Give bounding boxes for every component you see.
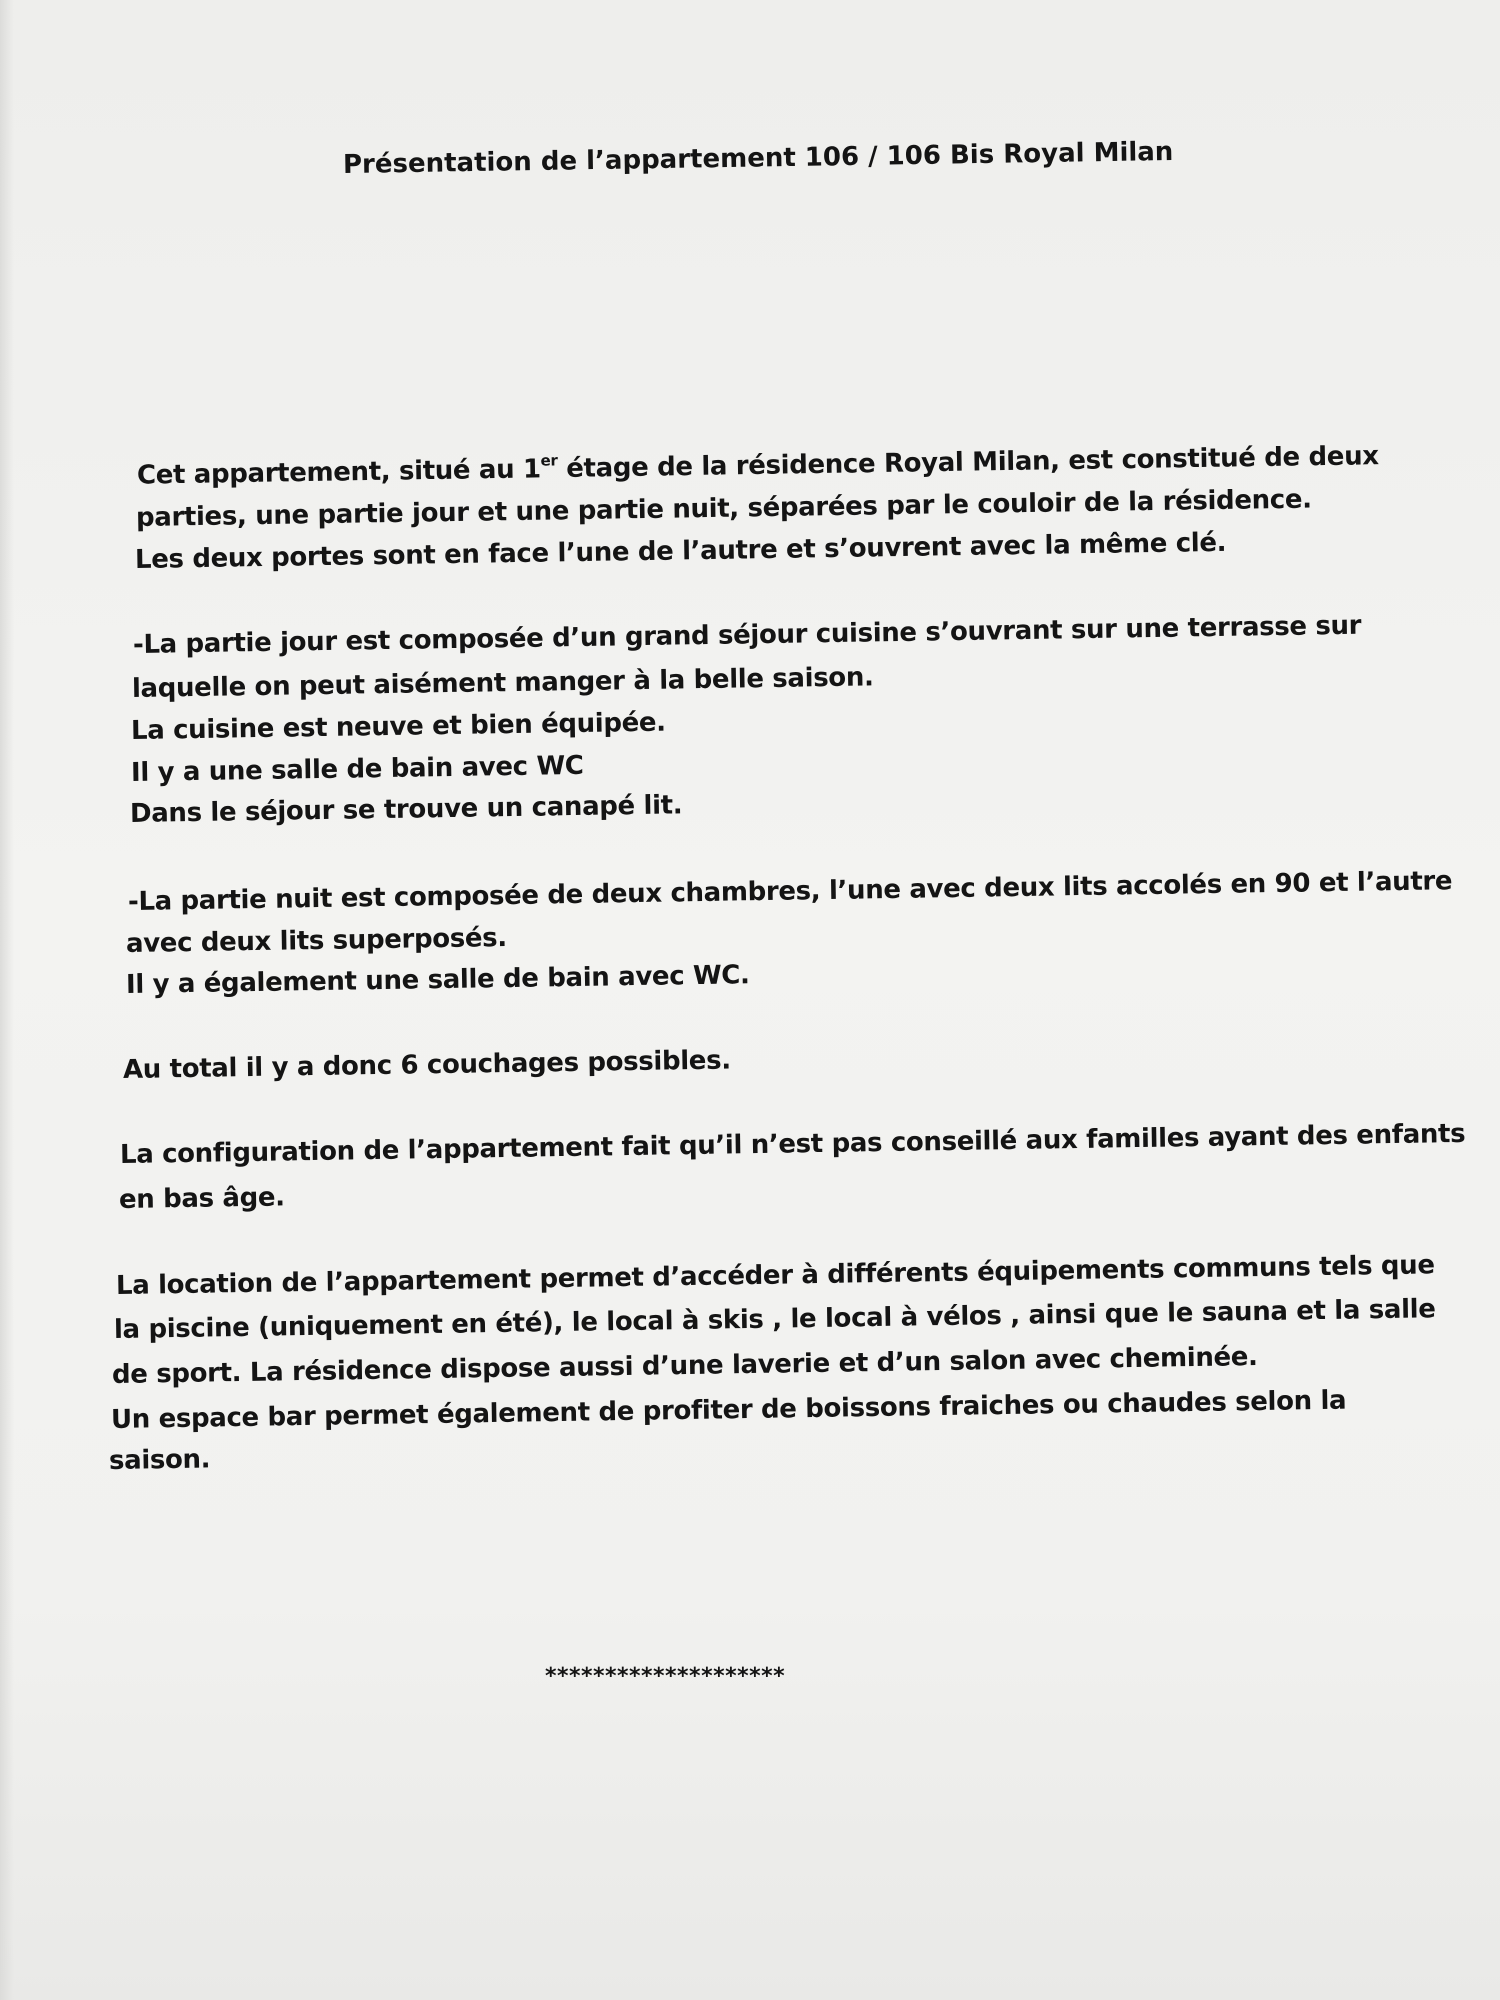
nuit-line-3: Il y a également une salle de bain avec WC. — [125, 960, 750, 1000]
document-title: Présentation de l’appartement 106 / 106 Bis Royal Milan — [342, 136, 1174, 180]
location-line-5: saison. — [108, 1444, 211, 1476]
intro-line-2: parties, une partie jour et une partie nuit, séparées par le couloir de la résidence. — [135, 484, 1312, 533]
intro-line-1-start: Cet appartement, situé au 1 — [136, 454, 541, 491]
jour-line-2: laquelle on peut aisément manger à la belle saison. — [131, 662, 874, 704]
jour-line-4: Il y a une salle de bain avec WC — [130, 750, 584, 788]
ordinal-suffix: er — [540, 451, 558, 470]
star-separator: ******************** — [545, 1664, 786, 1689]
configuration-line-1: La configuration de l’appartement fait qu’il n’est pas conseillé aux familles ayant des enfants — [119, 1118, 1466, 1170]
location-line-2: la piscine (uniquement en été), le local à skis , le local à vélos , ainsi que le sauna et la salle — [113, 1294, 1436, 1345]
total-line: Au total il y a donc 6 couchages possibles. — [122, 1045, 731, 1085]
location-line-3: de sport. La résidence dispose aussi d’une laverie et d’un salon avec cheminée. — [111, 1342, 1258, 1390]
location-line-1: La location de l’appartement permet d’accéder à différents équipements communs tels que — [115, 1250, 1435, 1301]
nuit-line-2: avec deux lits superposés. — [125, 923, 508, 959]
page-edge-shadow — [0, 0, 14, 2000]
jour-line-3: La cuisine est neuve et bien équipée. — [130, 707, 666, 746]
location-line-4: Un espace bar permet également de profiter de boissons fraiches ou chaudes selon la — [110, 1385, 1347, 1435]
jour-line-1: -La partie jour est composée d’un grand séjour cuisine s’ouvrant sur une terrasse sur — [132, 610, 1362, 660]
intro-line-1-end: étage de la résidence Royal Milan, est constitué de deux — [557, 441, 1379, 485]
configuration-line-2: en bas âge. — [118, 1182, 285, 1215]
intro-line-3: Les deux portes sont en face l’une de l’autre et s’ouvrent avec la même clé. — [134, 527, 1227, 575]
jour-line-5: Dans le séjour se trouve un canapé lit. — [129, 790, 683, 829]
nuit-line-1: -La partie nuit est composée de deux chambres, l’une avec deux lits accolés en 90 et l’autre — [127, 866, 1453, 917]
intro-line-1 — [137, 440, 1379, 490]
